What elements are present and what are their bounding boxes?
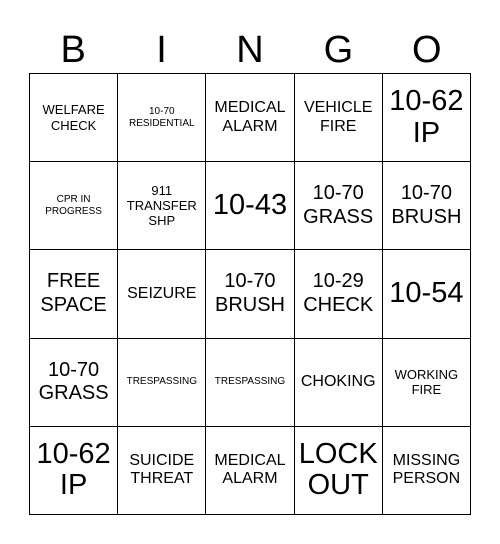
bingo-cell-r4c4[interactable]: CHOKING (295, 339, 383, 427)
bingo-cell-r2c4[interactable]: 10-70 GRASS (295, 162, 383, 250)
bingo-cell-r2c2[interactable]: 911 TRANSFER SHP (118, 162, 206, 250)
bingo-cell-r1c3[interactable]: MEDICAL ALARM (206, 74, 294, 162)
header-letter-b: B (60, 29, 86, 71)
bingo-cell-r4c2[interactable]: TRESPASSING (118, 339, 206, 427)
bingo-cell-r1c1[interactable]: WELFARE CHECK (30, 74, 118, 162)
bingo-cell-r2c5[interactable]: 10-70 BRUSH (383, 162, 471, 250)
bingo-header (29, 26, 471, 74)
bingo-cell-r3c4[interactable]: 10-29 CHECK (295, 250, 383, 338)
bingo-board (29, 73, 471, 515)
bingo-cell-r5c1[interactable]: 10-62 IP (30, 427, 118, 515)
bingo-cell-free-space[interactable]: FREE SPACE (30, 250, 118, 338)
bingo-cell-r1c2[interactable]: 10-70 RESIDENTIAL (118, 74, 206, 162)
bingo-cell-r4c3[interactable]: TRESPASSING (206, 339, 294, 427)
bingo-cell-r2c3[interactable]: 10-43 (206, 162, 294, 250)
bingo-cell-r3c3[interactable]: 10-70 BRUSH (206, 250, 294, 338)
bingo-cell-r5c5[interactable]: MISSING PERSON (383, 427, 471, 515)
bingo-cell-r1c4[interactable]: VEHICLE FIRE (295, 74, 383, 162)
bingo-cell-r1c5[interactable]: 10-62 IP (383, 74, 471, 162)
header-letter-g: G (323, 29, 354, 71)
bingo-cell-r5c2[interactable]: SUICIDE THREAT (118, 427, 206, 515)
bingo-cell-r3c5[interactable]: 10-54 (383, 250, 471, 338)
bingo-cell-r2c1[interactable]: CPR IN PROGRESS (30, 162, 118, 250)
header-letter-i: I (156, 29, 167, 71)
bingo-cell-r3c2[interactable]: SEIZURE (118, 250, 206, 338)
bingo-cell-r5c3[interactable]: MEDICAL ALARM (206, 427, 294, 515)
header-letter-n: N (236, 29, 264, 71)
bingo-cell-r4c5[interactable]: WORKING FIRE (383, 339, 471, 427)
bingo-cell-r5c4[interactable]: LOCK OUT (295, 427, 383, 515)
bingo-cell-r4c1[interactable]: 10-70 GRASS (30, 339, 118, 427)
header-letter-o: O (411, 29, 442, 71)
